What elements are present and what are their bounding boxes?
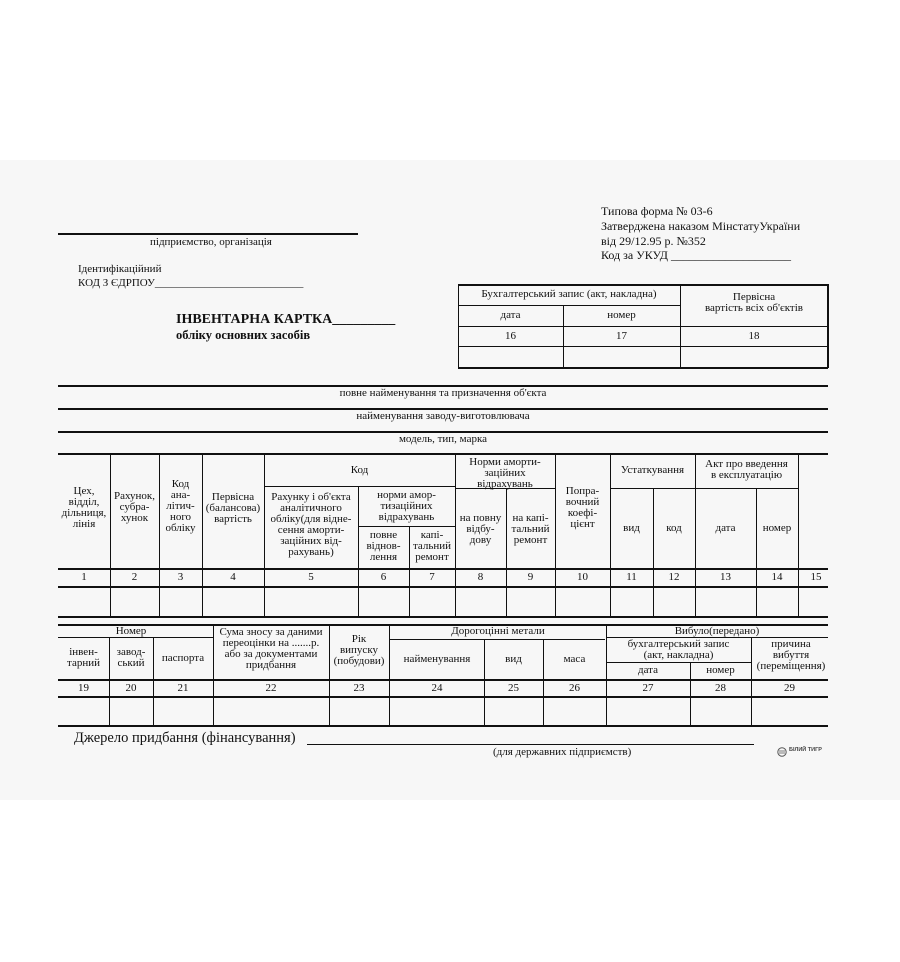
header-full-wear: на повну відбу- дову [459,512,502,546]
header-disposal-date: дата [637,664,659,676]
header-code: Код [350,464,369,476]
id-code-label: Ідентифікаційний [78,263,162,275]
card-subtitle: обліку основних засобів [176,328,311,342]
col-num-9: 9 [527,571,534,583]
header-analytic-code: Код ана- літич- ного обліку [165,478,196,534]
form-number: Типова форма № 03-6 [601,204,713,218]
header-code2: код [666,522,682,534]
header-disposed: Вибуло(передано) [674,625,760,637]
header-metal-kind: вид [505,653,522,665]
tiger-logo [777,746,829,758]
model-caption: модель, тип, марка [398,433,488,445]
col-num-29: 29 [784,682,795,694]
header-inventory-number: інвен- тарний [67,646,100,669]
header-number: Номер [115,625,147,637]
col-num-10: 10 [577,571,588,583]
col-num-3: 3 [177,571,184,583]
col-num-24: 24 [431,682,443,694]
logo-text: БІЛИЙ ТИГР [789,747,822,753]
header-wear-sum: Сума зносу за даними переоцінки на .......р. або за документами придбання [219,626,323,671]
funding-source-label: Джерело придбання (фінансування) [74,730,296,746]
header-act-number: номер [762,522,792,534]
card-title: ІНВЕНТАРНА КАРТКА_________ [176,312,396,327]
header-factory-number: завод- ський [116,646,146,669]
col-17: 17 [616,330,627,342]
col-num-8: 8 [477,571,484,583]
full-name-caption: повне найменування та призначення об'єкта [339,387,547,399]
initial-cost-header: Первісна вартість всіх об'єктів [705,291,803,314]
col-num-5: 5 [308,571,314,583]
col-num-14: 14 [771,571,783,583]
col-num-19: 19 [78,682,89,694]
manufacturer-caption: найменування заводу-виготовлювача [356,410,530,422]
header-kind: вид [623,522,640,534]
header-account-object: Рахунку і об'єкта аналітичного обліку(для відне- сення аморти- заційних від- рахувань) [270,491,352,558]
header-coefficient: Попра- вочний коефі- цієнт [565,485,600,530]
record-number-header: номер [607,309,636,321]
header-full-restore: повне віднов- лення [366,529,401,563]
col-num-13: 13 [720,571,731,583]
header-equipment: Устаткування [620,464,685,476]
col-num-11: 11 [626,571,637,583]
header-commission-act: Акт про введення в експлуатацію [705,458,788,481]
funding-source-note: (для державних підприємств) [493,746,632,758]
col-num-7: 7 [429,571,435,583]
header-shop: Цех, відділ, дільниця, лінія [61,485,107,530]
header-norms-sub: норми амор- тизаційних відрахувань [377,489,436,523]
col-18: 18 [748,330,760,342]
enterprise-caption: підприємство, організація [150,236,272,248]
header-metal-mass: маса [563,653,586,665]
header-capital-repair: на капі- тальний ремонт [511,512,550,546]
header-initial-cost: Первісна (балансова) вартість [205,491,261,525]
header-precious-metals: Дорогоцінні метали [451,625,545,637]
header-disposal-reason: причина вибуття (переміщення) [756,638,826,672]
form-date: від 29/12.95 р. №352 [601,234,706,248]
header-year: Рік випуску (побудови) [333,633,385,667]
col-num-23: 23 [353,682,365,694]
header-passport: паспорта [161,652,205,664]
col-num-25: 25 [508,682,519,694]
col-num-22: 22 [265,682,277,694]
col-num-27: 27 [642,682,654,694]
col-num-21: 21 [177,682,189,694]
header-metal-name: найменування [403,653,471,665]
col-num-15: 15 [810,571,822,583]
col-16: 16 [505,330,516,342]
record-date-header: дата [500,309,521,321]
tiger-logo-icon [777,747,787,757]
col-num-28: 28 [715,682,726,694]
col-num-4: 4 [230,571,236,583]
header-disposal-record: бухгалтерський запис (акт, накладна) [627,638,730,661]
col-num-12: 12 [668,571,680,583]
col-num-2: 2 [131,571,138,583]
ukud-code: Код за УКУД ____________________ [601,248,791,262]
col-num-1: 1 [81,571,87,583]
col-num-6: 6 [380,571,387,583]
header-account: Рахунок, субра- хунок [113,490,156,524]
col-num-26: 26 [569,682,580,694]
header-norms: Норми аморти- заційних відрахувань [469,456,541,490]
form-approval: Затверджена наказом МінстатуУкраїни [601,219,801,233]
funding-source-line [307,744,754,745]
edrpou-code-field: КОД З ЄДРПОУ___________________________ [78,277,304,289]
record-title: Бухгалтерський запис (акт, накладна) [481,288,657,300]
header-act-date: дата [715,522,736,534]
col-num-20: 20 [125,682,137,694]
header-disposal-number: номер [706,664,735,676]
header-capital-repair-sub: капі- тальний ремонт [412,529,452,563]
